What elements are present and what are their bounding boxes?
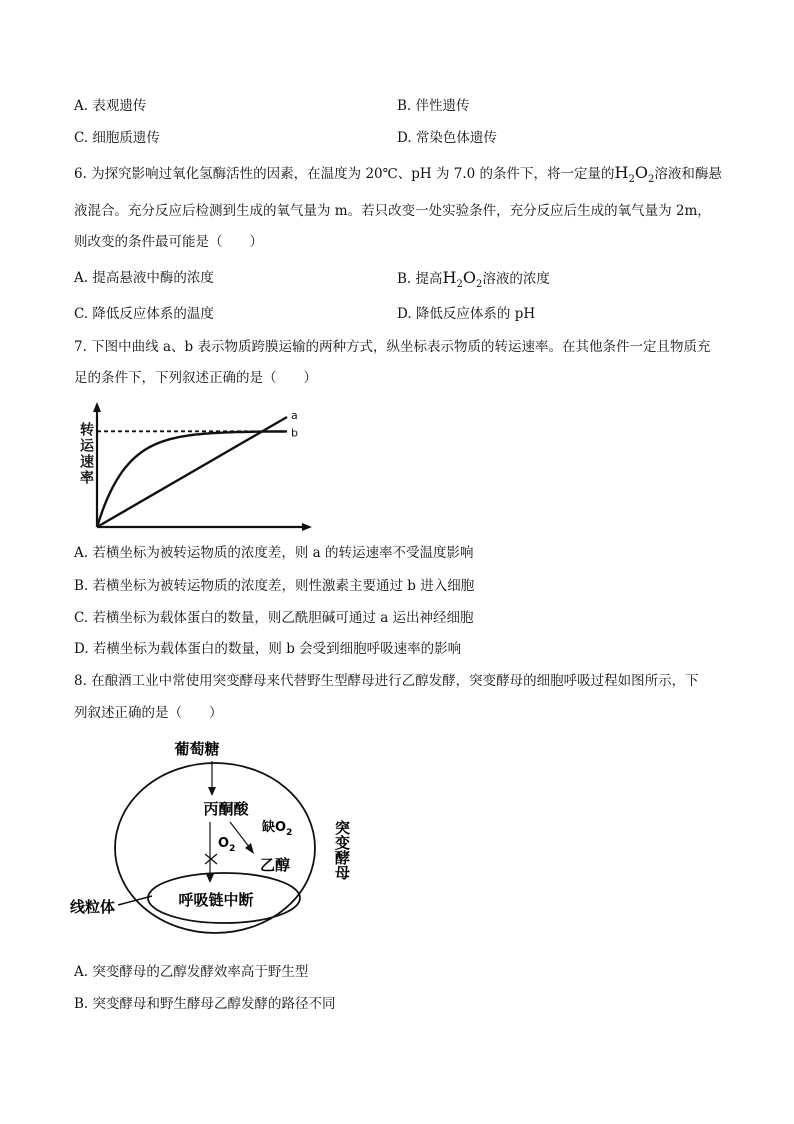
mutant-yeast-label: 突变酵母: [333, 820, 351, 880]
q8-option-a: A. 突变酵母的乙醇发酵效率高于野生型: [74, 964, 309, 980]
q7-option-d: D. 若横坐标为载体蛋白的数量，则 b 会受到细胞呼吸速率的影响: [74, 641, 462, 657]
chain-break-label: 呼吸链中断: [178, 891, 254, 909]
arrowhead-ethanol: [245, 843, 254, 854]
q6-stem-part2: 溶液和酶悬: [654, 166, 722, 182]
glucose-label: 葡萄糖: [174, 740, 220, 758]
q5-option-d: D. 常染色体遗传: [397, 130, 497, 146]
y-axis-arrow: [93, 402, 101, 412]
series-b-label: b: [291, 426, 298, 440]
q6-stem-line1: [74, 164, 722, 189]
q6-stem-line3: 则改变的条件最可能是（ ）: [74, 234, 263, 250]
q8-stem-line1: 8. 在酿酒工业中常使用突变酵母来代替野生型酵母进行乙醇发酵，突变酵母的细胞呼吸过程如图所示，下: [74, 673, 699, 689]
q8-option-b: B. 突变酵母和野生酵母乙醇发酵的路径不同: [74, 996, 336, 1012]
q6-option-b-part2: 溶液的浓度: [482, 271, 550, 287]
series-a-label: a: [291, 409, 298, 422]
mitochondria-label: 线粒体: [70, 898, 116, 916]
ethanol-label: 乙醇: [260, 856, 291, 874]
q6-option-d: D. 降低反应体系的 pH: [397, 306, 536, 322]
arrowhead-pyruvate: [208, 787, 216, 796]
q6-option-b-part1: B. 提高: [397, 271, 443, 287]
pyruvate-label: 丙酮酸: [203, 800, 249, 818]
q6-option-b: [397, 269, 550, 294]
q8-stem-line2: 列叙述正确的是（ ）: [74, 705, 223, 721]
y-axis-label: 转运速率: [78, 422, 94, 486]
x-axis-arrow: [302, 523, 312, 531]
q6-option-c: C. 降低反应体系的温度: [74, 306, 214, 322]
transport-rate-chart: [70, 400, 320, 540]
series-b-curve: [97, 431, 287, 527]
arrowhead-chain: [206, 874, 214, 883]
q5-option-a: A. 表观遗传: [74, 98, 147, 114]
yeast-respiration-diagram: [60, 730, 390, 940]
q6-stem-line2: 液混合。充分反应后检测到生成的氧气量为 m。若只改变一处实验条件，充分反应后生成的氧气量为 2m，: [74, 203, 711, 219]
q7-option-a: A. 若横坐标为被转运物质的浓度差，则 a 的转运速率不受温度影响: [74, 545, 474, 561]
h2o2-formula: $H_2O_2$: [614, 163, 655, 186]
mitochondria-pointer: [118, 896, 152, 905]
q6-option-a: A. 提高悬液中酶的浓度: [74, 270, 214, 286]
q7-option-c: C. 若横坐标为载体蛋白的数量，则乙酰胆碱可通过 a 运出神经细胞: [74, 610, 474, 626]
q6-stem-part1: 6. 为探究影响过氧化氢酶活性的因素，在温度为 20℃、pH 为 7.0 的条件下，将一定量的: [74, 166, 615, 182]
q7-option-b: B. 若横坐标为被转运物质的浓度差，则性激素主要通过 b 进入细胞: [74, 578, 475, 594]
lack-o2-label: 缺$O_2$: [262, 820, 293, 838]
o2-label: $O_2$: [218, 836, 236, 854]
h2o2-formula-option: $H_2O_2$: [442, 268, 483, 291]
q5-option-b: B. 伴性遗传: [397, 98, 470, 114]
series-a-line: [97, 417, 287, 527]
q7-stem-line2: 足的条件下，下列叙述正确的是（ ）: [74, 370, 317, 386]
q7-stem-line1: 7. 下图中曲线 a、b 表示物质跨膜运输的两种方式，纵坐标表示物质的转运速率。在其他条件一定且物质充: [74, 339, 711, 355]
q5-option-c: C. 细胞质遗传: [74, 130, 160, 146]
